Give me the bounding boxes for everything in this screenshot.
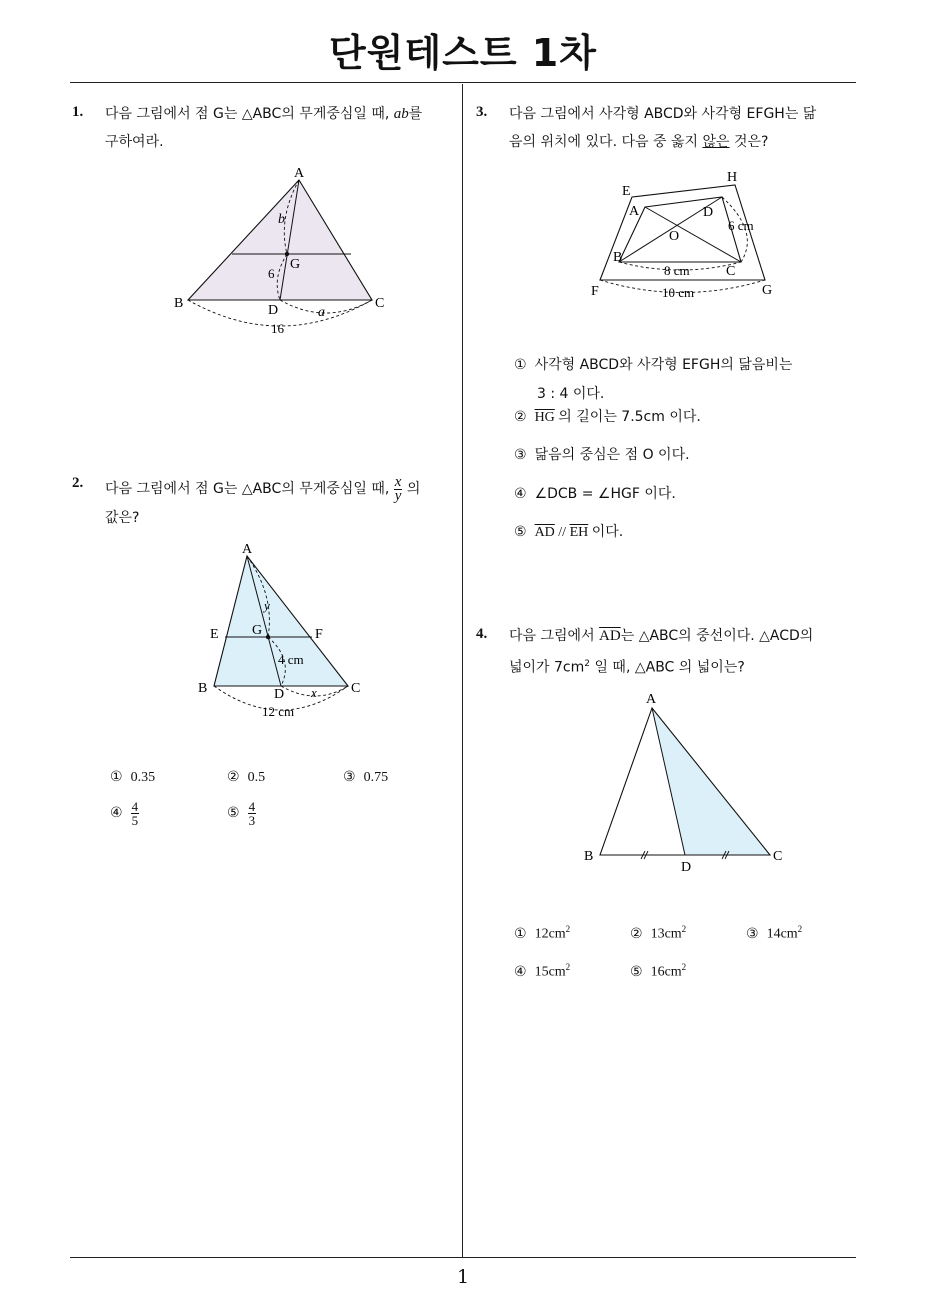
q1-arc-a [280,300,372,313]
q1-line1-b: 를 [408,106,423,122]
q2-label-y: y [264,598,270,613]
q1-label-c: C [375,296,385,311]
q3-label-g: G [762,283,773,298]
q2-figure [190,535,375,725]
q2-label-12cm: 12 cm [262,704,295,719]
q4-choice-3-text: 14cm [766,926,798,942]
q2-choice-4-frac [131,800,140,827]
q2-choice-3[interactable] [343,769,388,786]
q3-line1: 다음 그림에서 사각형 ABCD와 사각형 EFGH는 닮 [509,106,817,122]
q3-choice-5-parallel: // [554,525,570,540]
q3-choice-2-seg: $\overline{HG}$ [534,410,555,425]
q4-line2-b: 일 때, △ABC 의 넓이는? [590,659,745,676]
q3-choice-3[interactable] [514,444,690,464]
q4-choice-3[interactable] [746,924,802,943]
q4-line1-a: 다음 그림에서 [509,628,600,644]
q1-label-6: 6 [268,266,275,281]
q1-label-d: D [268,303,279,318]
q4-choice-1-text: 12cm [534,926,566,942]
q2-choice-3-text: 0.75 [363,770,389,785]
page-number: 1 [456,1266,470,1288]
q4-choice-3-sup: 2 [797,924,803,934]
q3-choice-2-text: 의 길이는 7.5cm 이다. [558,409,701,425]
q2-choice-1[interactable] [110,769,155,786]
q1-line1-a: 다음 그림에서 점 G는 △ABC의 무게중심일 때, [105,106,394,122]
q3-choice-5-seg1: $\overline{AD}$ [534,525,555,540]
q3-choice-1-mark: ① [514,357,527,373]
q4-choice-5-sup: 2 [681,962,687,972]
q3-label-b: B [613,250,623,265]
q1-label-16: 16 [271,321,284,336]
q1-var-ab: ab [393,106,409,122]
q4-choice-4-mark: ④ [514,963,527,980]
q3-choice-3-text: 닮음의 중심은 점 O 이다. [534,447,690,463]
q2-choice-3-mark: ③ [343,769,356,785]
q1-line2: 구하여라. [105,134,164,150]
q2-label-b: B [198,681,208,696]
q2-frac-den: y [394,487,402,504]
q3-choice-4-mark: ④ [514,486,527,502]
q4-line2-a: 넓이가 7cm [509,659,585,676]
q4-line1-b: 는 △ABC의 중선이다. △ACD의 [620,628,814,644]
q1-number: 1. [72,104,84,120]
q2-text [105,474,460,532]
q4-choice-4-sup: 2 [565,962,571,972]
q4-choice-2-sup: 2 [681,924,687,934]
q2-number: 2. [72,475,84,491]
q3-label-6cm: 6 cm [728,218,754,233]
q2-label-c: C [351,681,361,696]
q3-choice-5-text: 이다. [591,524,624,540]
q3-label-10cm: 10 cm [662,285,695,300]
q1-label-g: G [290,257,301,272]
q4-choice-2[interactable] [630,924,686,943]
q4-choice-5-mark: ⑤ [630,963,643,980]
header-rule [70,82,856,83]
q2-line1-b: 의 [402,481,421,497]
q3-text [509,100,859,156]
q3-choice-2-mark: ② [514,409,527,425]
q3-choice-5-seg2: $\overline{EH}$ [569,525,589,540]
q2-line2: 값은? [105,510,140,526]
q2-label-e: E [210,627,219,642]
q2-choice-2[interactable] [227,769,265,786]
q4-choice-1-mark: ① [514,925,527,942]
q3-label-a: A [629,204,640,219]
q4-label-c: C [773,849,783,864]
q3-label-c: C [726,264,736,279]
q4-label-a: A [646,692,657,707]
q3-choice-2[interactable] [514,406,701,426]
q4-choice-3-mark: ③ [746,925,759,942]
q2-label-4cm: 4 cm [278,652,304,667]
q2-label-d: D [274,687,285,702]
q2-choice-1-text: 0.35 [130,770,156,785]
q4-choice-1-sup: 2 [565,924,571,934]
q3-choice-4-text: ∠DCB = ∠HGF 이다. [534,486,676,502]
q2-label-a: A [242,542,253,557]
q3-choice-1-text2: 3 : 4 이다. [537,386,605,402]
q3-label-d: D [703,205,714,220]
q4-label-d: D [681,860,692,875]
q4-choice-4[interactable] [514,962,570,981]
q1-label-var-b: b [278,212,285,227]
q3-line2-b: 것은? [729,134,769,150]
q4-choice-4-text: 15cm [534,964,566,980]
q4-choice-5[interactable] [630,962,686,981]
q3-label-o: O [669,229,680,244]
q2-choice-5[interactable] [227,800,256,827]
q2-frac-num: x [394,473,402,490]
q3-label-h: H [727,170,738,185]
column-divider [462,84,463,1258]
footer-rule [70,1257,856,1258]
q1-text [105,100,460,156]
q2-choice-5-num: 4 [248,799,256,814]
q3-label-f: F [591,284,599,299]
q3-choice-5[interactable] [514,521,623,541]
q2-choice-1-mark: ① [110,769,123,785]
q4-number: 4. [476,626,488,642]
q3-choice-3-mark: ③ [514,447,527,463]
q3-choice-4[interactable] [514,483,676,503]
q4-label-b: B [584,849,594,864]
q2-label-f: F [315,627,323,642]
q3-choice-1-text: 사각형 ABCD와 사각형 EFGH의 닮음비는 [534,357,793,373]
q2-choice-2-mark: ② [227,769,240,785]
q3-choice-5-mark: ⑤ [514,524,527,540]
q1-label-var-a: a [318,305,325,320]
q4-line1-seg: $\overline{AD}$ [599,628,621,644]
q4-choice-5-text: 16cm [650,964,682,980]
q2-choice-5-mark: ⑤ [227,804,240,821]
q4-choice-2-text: 13cm [650,926,682,942]
q2-choice-5-frac [248,800,257,827]
q2-line1-a: 다음 그림에서 점 G는 △ABC의 무게중심일 때, [105,481,394,497]
q3-label-e: E [622,184,631,199]
q3-line2-underlined: 않은 [702,134,730,150]
q3-choice-1[interactable] [514,351,792,409]
q2-choice-4-den: 5 [131,813,139,828]
q4-figure [575,680,795,880]
page-title: 단원테스트 1차 [329,31,597,75]
q4-choice-1[interactable] [514,924,570,943]
q2-label-g: G [252,623,263,638]
q3-number: 3. [476,104,488,120]
q4-choice-2-mark: ② [630,925,643,942]
q2-choice-5-den: 3 [248,813,256,828]
q1-triangle [188,180,372,300]
q2-choice-4-mark: ④ [110,804,123,821]
q2-choice-4[interactable] [110,800,139,827]
q3-figure [585,160,790,305]
q2-choice-2-text: 0.5 [247,770,266,785]
q1-label-b: B [174,296,184,311]
q3-line2-a: 음의 위치에 있다. 다음 중 옳지 [509,134,703,150]
q1-figure [160,160,410,345]
q4-text [509,622,864,682]
q4-line2-sup: 2 [584,659,590,669]
q2-label-x: x [311,685,317,700]
q3-label-8cm: 8 cm [664,263,690,278]
q2-choice-4-num: 4 [131,799,139,814]
q1-label-a: A [294,166,305,181]
